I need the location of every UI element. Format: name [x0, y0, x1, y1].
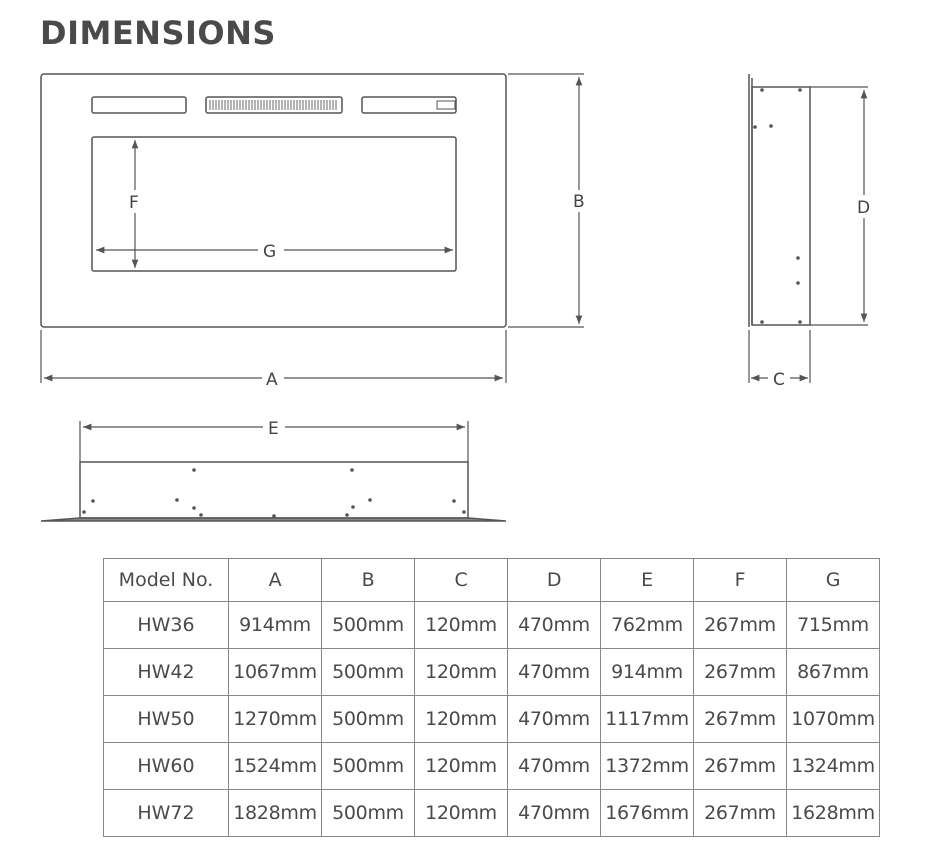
table-cell: 500mm	[322, 696, 415, 743]
table-cell: 470mm	[508, 743, 601, 790]
table-cell: 914mm	[229, 602, 322, 649]
header-e: E	[601, 559, 694, 602]
table-cell: 1270mm	[229, 696, 322, 743]
table-row	[104, 790, 880, 837]
grille-lines	[210, 100, 336, 110]
label-c: C	[773, 370, 785, 390]
header-g: G	[787, 559, 880, 602]
model-cell: HW42	[104, 649, 229, 696]
table-cell: 914mm	[601, 649, 694, 696]
vent-grille	[206, 97, 342, 113]
front-view	[41, 74, 506, 327]
model-cell: HW60	[104, 743, 229, 790]
label-b: B	[573, 192, 585, 212]
label-e: E	[268, 419, 279, 439]
label-d: D	[857, 198, 871, 218]
model-cell: HW36	[104, 602, 229, 649]
header-model-no: Model No.	[104, 559, 229, 602]
header-d: D	[508, 559, 601, 602]
front-panel	[41, 74, 506, 327]
table-cell: 267mm	[694, 743, 787, 790]
table-cell: 500mm	[322, 602, 415, 649]
table-cell: 470mm	[508, 696, 601, 743]
table-cell: 867mm	[787, 649, 880, 696]
table-cell: 1524mm	[229, 743, 322, 790]
table-cell: 1067mm	[229, 649, 322, 696]
table-cell: 1070mm	[787, 696, 880, 743]
table-cell: 267mm	[694, 649, 787, 696]
header-b: B	[322, 559, 415, 602]
control-slot-left	[92, 97, 186, 113]
model-cell: HW72	[104, 790, 229, 837]
label-a: A	[266, 370, 278, 390]
table-cell: 1117mm	[601, 696, 694, 743]
table-cell: 470mm	[508, 649, 601, 696]
table-cell: 1676mm	[601, 790, 694, 837]
table-cell: 267mm	[694, 602, 787, 649]
table-cell: 1324mm	[787, 743, 880, 790]
table-cell: 267mm	[694, 696, 787, 743]
table-cell: 267mm	[694, 790, 787, 837]
header-f: F	[694, 559, 787, 602]
page-title: DIMENSIONS	[40, 14, 276, 52]
table-cell: 500mm	[322, 743, 415, 790]
header-c: C	[415, 559, 508, 602]
model-cell: HW50	[104, 696, 229, 743]
table-row	[104, 696, 880, 743]
top-view-screws	[82, 468, 466, 518]
table-cell: 1372mm	[601, 743, 694, 790]
table-cell: 120mm	[415, 743, 508, 790]
table-cell: 470mm	[508, 790, 601, 837]
control-display-icon	[437, 101, 455, 109]
table-cell: 1628mm	[787, 790, 880, 837]
table-cell: 762mm	[601, 602, 694, 649]
table-cell: 500mm	[322, 649, 415, 696]
dimensions-table	[103, 558, 880, 837]
side-view	[749, 74, 871, 327]
table-cell: 715mm	[787, 602, 880, 649]
header-a: A	[229, 559, 322, 602]
table-cell: 470mm	[508, 602, 601, 649]
table-cell: 120mm	[415, 696, 508, 743]
label-f: F	[129, 193, 139, 213]
table-cell: 120mm	[415, 790, 508, 837]
table-header-row	[104, 559, 880, 602]
top-view	[41, 462, 506, 521]
table-cell: 500mm	[322, 790, 415, 837]
table-cell: 120mm	[415, 602, 508, 649]
side-view-screws	[753, 88, 802, 324]
label-g: G	[263, 242, 277, 262]
table-cell: 120mm	[415, 649, 508, 696]
table-cell: 1828mm	[229, 790, 322, 837]
table-row	[104, 649, 880, 696]
table-row	[104, 602, 880, 649]
control-slot-right	[362, 97, 456, 113]
table-row	[104, 743, 880, 790]
